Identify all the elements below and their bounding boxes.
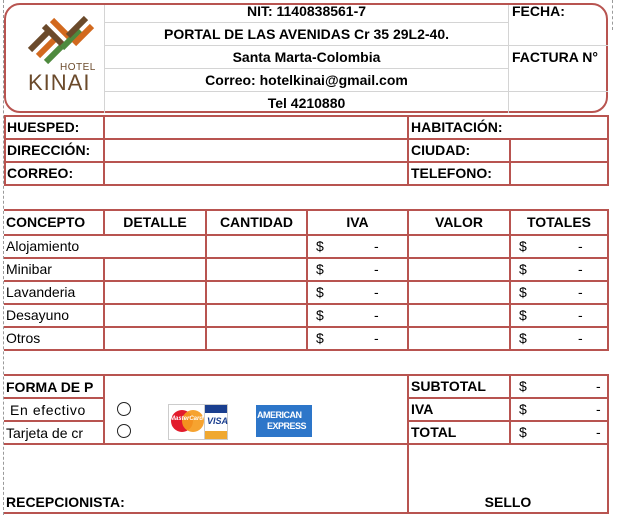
visa-text: VISA xyxy=(207,416,229,426)
payment-method-label: FORMA DE P xyxy=(6,379,94,395)
row-iva-symbol: $ xyxy=(316,307,324,323)
direccion-field[interactable] xyxy=(106,140,406,161)
factura-label: FACTURA N° xyxy=(512,49,598,65)
row-total-value: - xyxy=(578,307,583,323)
direccion-label: DIRECCIÓN: xyxy=(7,142,91,158)
row-concepto: Desayuno xyxy=(6,307,70,323)
company-address: PORTAL DE LAS AVENIDAS Cr 35 29L2-40. xyxy=(164,26,449,42)
page-border-right xyxy=(612,0,613,30)
total-symbol: $ xyxy=(519,424,527,440)
subtotal-value: - xyxy=(596,378,601,394)
amex-text-bottom: EXPRESS xyxy=(267,421,307,431)
row-total-symbol: $ xyxy=(519,238,527,254)
company-nit: NIT: 1140838561-7 xyxy=(246,3,367,19)
col-header-totales: TOTALES xyxy=(526,214,592,230)
amex-text-top: AMERICAN xyxy=(257,410,302,420)
logo-weave-icon xyxy=(22,12,96,64)
telefono-field[interactable] xyxy=(512,163,606,184)
row-total-value: - xyxy=(578,261,583,277)
row-total-symbol: $ xyxy=(519,330,527,346)
col-header-detalle: DETALLE xyxy=(123,214,187,230)
subtotal-symbol: $ xyxy=(519,378,527,394)
col-header-cantidad: CANTIDAD xyxy=(219,214,294,230)
payment-col-line xyxy=(103,374,105,445)
row-valor-field[interactable] xyxy=(410,259,508,279)
habitacion-label: HABITACIÓN: xyxy=(411,119,503,135)
iva-summary-symbol: $ xyxy=(519,401,527,417)
row-iva-value: - xyxy=(374,238,379,254)
fecha-field[interactable] xyxy=(510,22,606,44)
huesped-label: HUESPED: xyxy=(7,119,80,135)
habitacion-field[interactable] xyxy=(515,117,605,138)
row-total-value: - xyxy=(578,330,583,346)
visa-logo xyxy=(204,404,228,440)
row-total-symbol: $ xyxy=(519,261,527,277)
col-header-iva: IVA xyxy=(346,214,369,230)
row-cantidad-field[interactable] xyxy=(208,236,305,256)
huesped-field[interactable] xyxy=(106,117,406,138)
row-concepto: Lavanderia xyxy=(6,284,76,300)
total-value: - xyxy=(596,424,601,440)
correo-field[interactable] xyxy=(106,163,406,184)
row-valor-field[interactable] xyxy=(410,305,508,325)
payment-option-cash: En efectivo xyxy=(10,402,86,418)
company-phone: Tel 4210880 xyxy=(267,95,346,111)
guest-col-line xyxy=(509,138,511,186)
row-iva-symbol: $ xyxy=(316,284,324,300)
items-right-border xyxy=(607,209,609,351)
ciudad-field[interactable] xyxy=(512,140,606,161)
row-iva-value: - xyxy=(374,261,379,277)
mastercard-logo xyxy=(168,404,206,440)
row-cantidad-field[interactable] xyxy=(208,328,305,348)
row-detalle-field[interactable] xyxy=(106,328,204,348)
row-concepto: Alojamiento xyxy=(6,238,80,254)
row-total-symbol: $ xyxy=(519,307,527,323)
row-detalle-field[interactable] xyxy=(106,305,204,325)
radio-cash[interactable] xyxy=(117,402,131,416)
summary-col-line xyxy=(509,374,511,445)
row-concepto: Otros xyxy=(6,330,41,346)
recepcionista-label: RECEPCIONISTA: xyxy=(6,494,125,510)
row-cantidad-field[interactable] xyxy=(208,305,305,325)
ciudad-label: CIUDAD: xyxy=(411,142,471,158)
radio-card[interactable] xyxy=(117,424,131,438)
row-cantidad-field[interactable] xyxy=(208,282,305,302)
row-total-symbol: $ xyxy=(519,284,527,300)
items-col-line xyxy=(103,257,105,351)
guest-right-border xyxy=(607,115,609,186)
col-header-concepto: CONCEPTO xyxy=(6,214,86,230)
mastercard-text: MasterCard xyxy=(170,416,204,422)
row-iva-symbol: $ xyxy=(316,261,324,277)
total-label: TOTAL xyxy=(411,424,457,440)
guest-col-line xyxy=(103,115,105,186)
subtotal-label: SUBTOTAL xyxy=(411,378,486,394)
row-valor-field[interactable] xyxy=(410,282,508,302)
iva-summary-label: IVA xyxy=(411,401,434,417)
row-iva-value: - xyxy=(374,330,379,346)
col-header-valor: VALOR xyxy=(435,214,483,230)
row-cantidad-field[interactable] xyxy=(208,259,305,279)
fecha-label: FECHA: xyxy=(512,3,565,19)
payment-option-card: Tarjeta de cr xyxy=(6,425,84,441)
row-total-value: - xyxy=(578,284,583,300)
guest-bottom-border xyxy=(4,184,609,186)
company-city: Santa Marta-Colombia xyxy=(232,49,381,65)
row-total-value: - xyxy=(578,238,583,254)
guest-left-border xyxy=(4,115,6,186)
iva-summary-value: - xyxy=(596,401,601,417)
company-email: Correo: hotelkinai@gmail.com xyxy=(205,72,408,88)
logo-hotel-word: HOTEL xyxy=(60,62,96,73)
summary-right-border xyxy=(607,374,609,514)
factura-number-field[interactable] xyxy=(510,69,606,91)
hotel-logo xyxy=(18,10,100,100)
amex-logo xyxy=(256,405,312,437)
row-detalle-field[interactable] xyxy=(106,282,204,302)
logo-kinai-word: KINAI xyxy=(28,70,91,95)
row-iva-symbol: $ xyxy=(316,238,324,254)
row-iva-symbol: $ xyxy=(316,330,324,346)
row-valor-field[interactable] xyxy=(410,236,508,256)
row-iva-value: - xyxy=(374,307,379,323)
sello-label: SELLO xyxy=(484,494,532,510)
row-concepto: Minibar xyxy=(6,261,52,277)
header-divider xyxy=(508,5,509,113)
row-iva-value: - xyxy=(374,284,379,300)
guest-col-line xyxy=(407,115,409,186)
row-valor-field[interactable] xyxy=(410,328,508,348)
telefono-label: TELEFONO: xyxy=(411,165,492,181)
recepcionista-signature-area[interactable] xyxy=(6,446,404,490)
row-detalle-field[interactable] xyxy=(106,259,204,279)
correo-label: CORREO: xyxy=(7,165,74,181)
sello-stamp-area[interactable] xyxy=(410,446,606,490)
